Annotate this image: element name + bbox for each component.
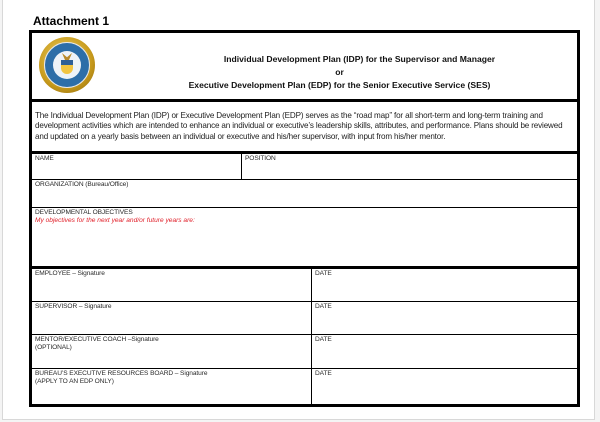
erb-signature-field[interactable] xyxy=(32,369,312,404)
employee-date-field[interactable] xyxy=(312,269,577,301)
organization-field[interactable] xyxy=(32,180,577,207)
mentor-optional-note: (OPTIONAL) xyxy=(35,344,72,352)
name-label: NAME xyxy=(35,155,54,162)
department-seal-icon xyxy=(39,37,95,93)
objectives-row xyxy=(32,208,577,269)
date-label: DATE xyxy=(315,370,332,377)
date-label: DATE xyxy=(315,270,332,277)
seal-core xyxy=(53,51,81,79)
supervisor-signature-label: SUPERVISOR – Signature xyxy=(35,303,112,310)
organization-label: ORGANIZATION (Bureau/Office) xyxy=(35,181,129,188)
mentor-signature-label: MENTOR/EXECUTIVE COACH –Signature xyxy=(35,336,159,343)
position-label: POSITION xyxy=(245,155,276,162)
position-field[interactable] xyxy=(242,154,577,179)
employee-signature-field[interactable] xyxy=(32,269,312,301)
erb-date-field[interactable] xyxy=(312,369,577,404)
mentor-signature-row xyxy=(32,335,577,369)
name-field[interactable] xyxy=(32,154,242,179)
organization-row xyxy=(32,180,577,208)
title-line-idp: Individual Development Plan (IDP) for the Supervisor and Manager xyxy=(223,54,496,64)
objectives-hint: My objectives for the next year and/or future years are: xyxy=(35,217,195,225)
supervisor-signature-field[interactable] xyxy=(32,302,312,334)
form-header xyxy=(32,33,577,102)
shield-icon xyxy=(61,60,73,74)
date-label: DATE xyxy=(315,336,332,343)
title-line-edp: Executive Development Plan (EDP) for the Senior Executive Service (SES) xyxy=(188,80,491,90)
objectives-field[interactable] xyxy=(32,208,577,266)
erb-edp-only-note: (APPLY TO AN EDP ONLY) xyxy=(35,378,114,386)
document-page xyxy=(2,0,595,420)
mentor-signature-field[interactable] xyxy=(32,335,312,368)
objectives-label: DEVELOPMENTAL OBJECTIVES xyxy=(35,209,133,216)
attachment-label: Attachment 1 xyxy=(33,14,110,28)
employee-signature-row xyxy=(32,269,577,302)
employee-signature-label: EMPLOYEE – Signature xyxy=(35,270,105,277)
intro-paragraph: The Individual Development Plan (IDP) or Executive Development Plan (EDP) serves as the “road map” for all short-term and long-term training and development activities which are intended to enhance an individual or executive’s leadership skills, attributes, and performance. Plans should be reviewed and updated on a yearly basis between an individual or executive and his/her supervisor, with input from his/her mentor. xyxy=(32,105,577,154)
date-label: DATE xyxy=(315,303,332,310)
title-line-or: or xyxy=(335,67,344,77)
name-position-row xyxy=(32,154,577,180)
form-title xyxy=(102,53,577,92)
erb-signature-row xyxy=(32,369,577,404)
supervisor-signature-row xyxy=(32,302,577,335)
mentor-date-field[interactable] xyxy=(312,335,577,368)
eagle-icon xyxy=(62,53,72,60)
idp-form xyxy=(29,30,580,407)
seal-ring xyxy=(44,42,90,88)
supervisor-date-field[interactable] xyxy=(312,302,577,334)
erb-signature-label: BUREAU’S EXECUTIVE RESOURCES BOARD – Signature xyxy=(35,370,208,377)
